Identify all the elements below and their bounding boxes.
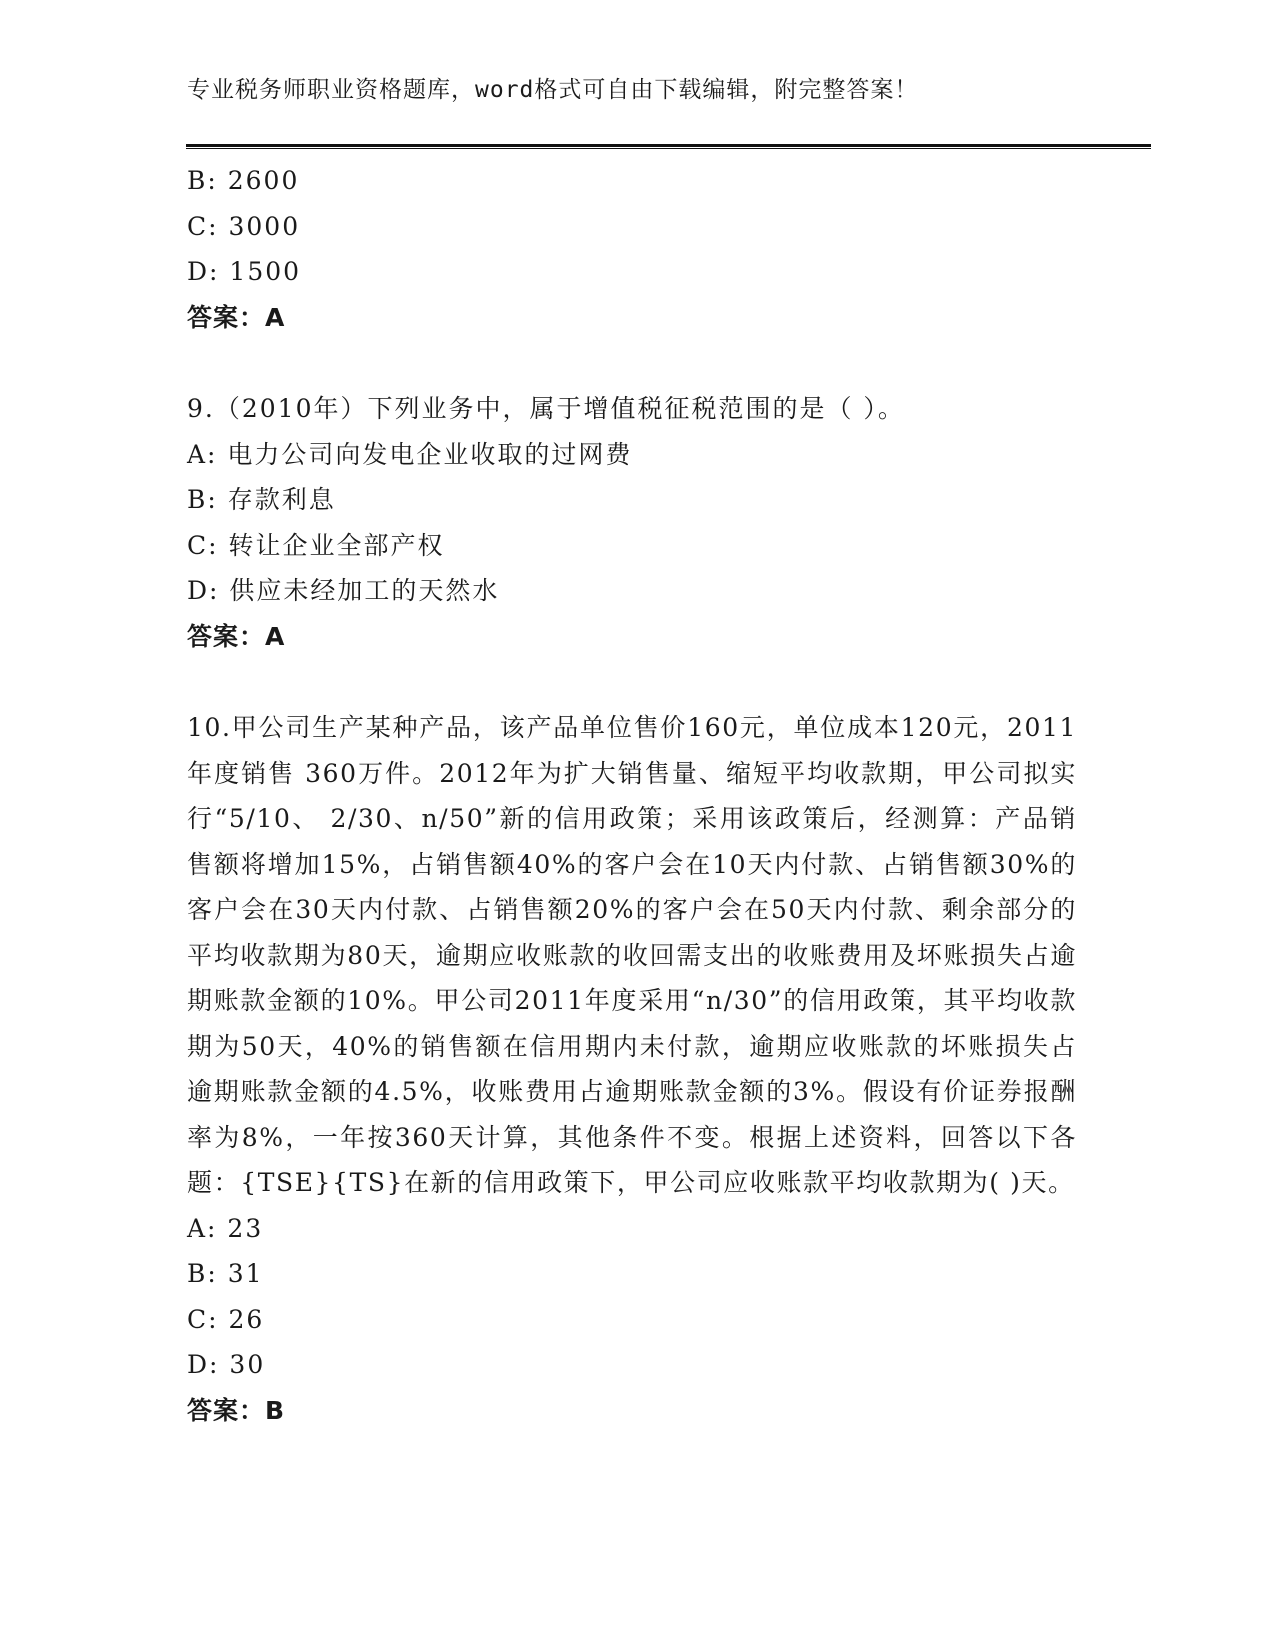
q9-option-d: D: 供应未经加工的天然水 <box>187 576 500 605</box>
q9-answer: 答案：A <box>187 621 286 651</box>
question-9 <box>187 386 1077 659</box>
q9-option-a: A: 电力公司向发电企业收取的过网费 <box>187 439 633 469</box>
q9-option-b: B: 存款利息 <box>187 485 336 514</box>
q8-answer: 答案：A <box>187 302 286 332</box>
page-header: 专业税务师职业资格题库，word格式可自由下载编辑，附完整答案！ <box>187 77 919 103</box>
q10-option-d: D: 30 <box>187 1350 266 1379</box>
q8-option-c: C: 3000 <box>187 211 301 241</box>
q9-option-c: C: 转让企业全部产权 <box>187 530 445 560</box>
question-10 <box>187 705 1077 1433</box>
q8-option-b: B: 2600 <box>187 166 300 195</box>
q8-option-d: D: 1500 <box>187 257 302 286</box>
spacer <box>187 340 1077 386</box>
q10-stem: 10.甲公司生产某种产品，该产品单位售价160元，单位成本120元，2011年度销售 360万件。2012年为扩大销售量、缩短平均收款期，甲公司拟实行“5/10、 2/30、n/50”新的信用政策；采用该政策后，经测算：产品销售额将增加15%，占销售额40%的客户会在10天内付款、占销售额30%的客户会在30天内付款、占销售额20%的客户会在50天内付款、剩余部分的平均收款期为80天，逾期应收账款的收回需支出的收账费用及坏账损失占逾期账款金额的10%。甲公司2011年度采用“n/30”的信用政策，其平均收款期为50天，40%的销售额在信用期内未付款，逾期应收账款的坏账损失占逾期账款金额的4.5%，收账费用占逾期账款金额的3%。假设有价证券报酬率为8%，一年按360天计算，其他条件不变。根据上述资料，回答以下各题：{TSE}{TS}在新的信用政策下，甲公司应收账款平均收款期为( )天。 <box>187 713 1077 1197</box>
question-8 <box>187 158 1077 340</box>
header-divider <box>186 144 1151 149</box>
question-content <box>187 158 1077 1433</box>
q10-option-c: C: 26 <box>187 1304 265 1334</box>
q9-stem: 9.（2010年）下列业务中，属于增值税征税范围的是（ ）。 <box>187 394 905 423</box>
q10-option-a: A: 23 <box>187 1213 264 1243</box>
spacer <box>187 659 1077 705</box>
q10-option-b: B: 31 <box>187 1259 264 1288</box>
q10-answer: 答案：B <box>187 1395 286 1425</box>
